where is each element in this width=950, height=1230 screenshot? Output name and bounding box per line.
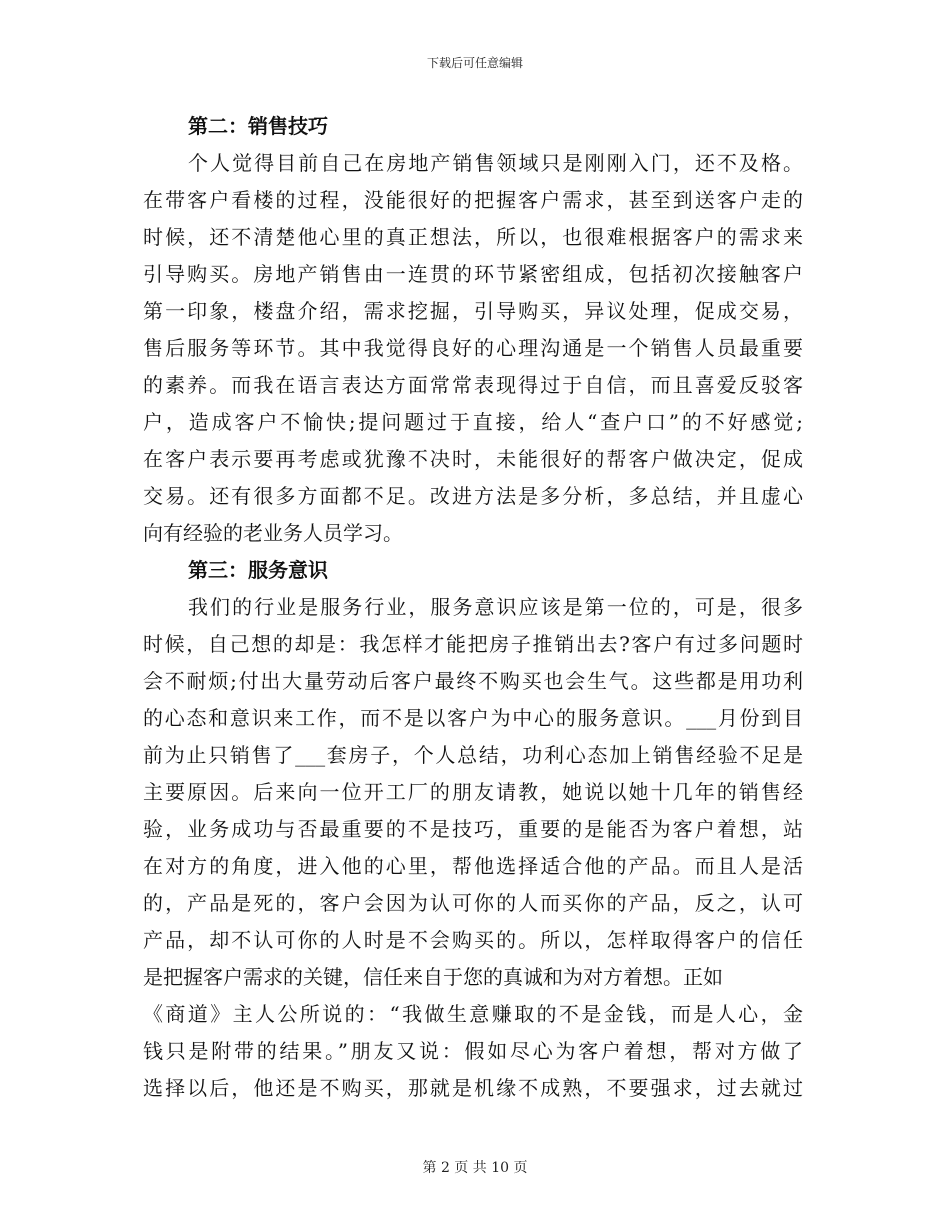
paragraph-line: 时候，自己想的却是：我怎样才能把房子推销出去?客户有过多问题时 — [143, 632, 803, 656]
paragraph-line: 的，产品是死的，客户会因为认可你的人而买你的产品，反之，认可 — [143, 891, 803, 915]
paragraph-line: 在对方的角度，进入他的心里，帮他选择适合他的产品。而且人是活 — [143, 854, 803, 878]
paragraph-line: 主要原因。后来向一位开工厂的朋友请教，她说以她十几年的销售经 — [143, 780, 803, 804]
paragraph-line: 我们的行业是服务行业，服务意识应该是第一位的，可是，很多 — [188, 595, 803, 619]
page-footer: 第 2 页 共 10 页 — [422, 1160, 528, 1176]
paragraph-line: 产品，却不认可你的人时是不会购买的。所以，怎样取得客户的信任 — [143, 928, 803, 952]
paragraph-line: 钱只是附带的结果。”朋友又说：假如尽心为客户着想，帮对方做了 — [143, 1039, 803, 1063]
paragraph-line: 引导购买。房地产销售由一连贯的环节紧密组成，包括初次接触客户 — [143, 262, 803, 286]
page-header: 下载后可任意编辑 — [426, 56, 523, 70]
paragraph-line: 向有经验的老业务人员学习。 — [143, 521, 403, 545]
paragraph-line: 的素养。而我在语言表达方面常常表现得过于自信，而且喜爱反驳客 — [143, 373, 803, 397]
paragraph-line: 交易。还有很多方面都不足。改进方法是多分析，多总结，并且虚心 — [143, 484, 803, 508]
section-heading-sales-skills: 第二：销售技巧 — [188, 114, 328, 138]
paragraph-line: 在带客户看楼的过程，没能很好的把握客户需求，甚至到送客户走的 — [143, 188, 803, 212]
paragraph-line: 选择以后，他还是不购买，那就是机缘不成熟，不要强求，过去就过 — [143, 1076, 803, 1100]
paragraph-line: 个人觉得目前自己在房地产销售领域只是刚刚入门，还不及格。 — [188, 151, 803, 175]
paragraph-line: 时候，还不清楚他心里的真正想法，所以，也很难根据客户的需求来 — [143, 225, 803, 249]
paragraph-line: 的心态和意识来工作，而不是以客户为中心的服务意识。___月份到目 — [143, 706, 803, 730]
paragraph-line: 是把握客户需求的关键，信任来自于您的真诚和为对方着想。正如 — [143, 965, 723, 989]
paragraph-line: 在客户表示要再考虑或犹豫不决时，未能很好的帮客户做决定，促成 — [143, 447, 803, 471]
paragraph-line: 售后服务等环节。其中我觉得良好的心理沟通是一个销售人员最重要 — [143, 336, 803, 360]
paragraph-line: 前为止只销售了___套房子，个人总结，功利心态加上销售经验不足是 — [143, 743, 803, 767]
paragraph-line: 户，造成客户不愉快;提问题过于直接，给人“查户口”的不好感觉; — [143, 410, 803, 434]
paragraph-line: 会不耐烦;付出大量劳动后客户最终不购买也会生气。这些都是用功利 — [143, 669, 803, 693]
paragraph-line: 验，业务成功与否最重要的不是技巧，重要的是能否为客户着想，站 — [143, 817, 803, 841]
section-heading-service-awareness: 第三：服务意识 — [188, 558, 328, 582]
paragraph-line: 《商道》主人公所说的：“我做生意赚取的不是金钱，而是人心，金 — [143, 1002, 803, 1026]
paragraph-line: 第一印象，楼盘介绍，需求挖掘，引导购买，异议处理，促成交易， — [143, 299, 803, 323]
